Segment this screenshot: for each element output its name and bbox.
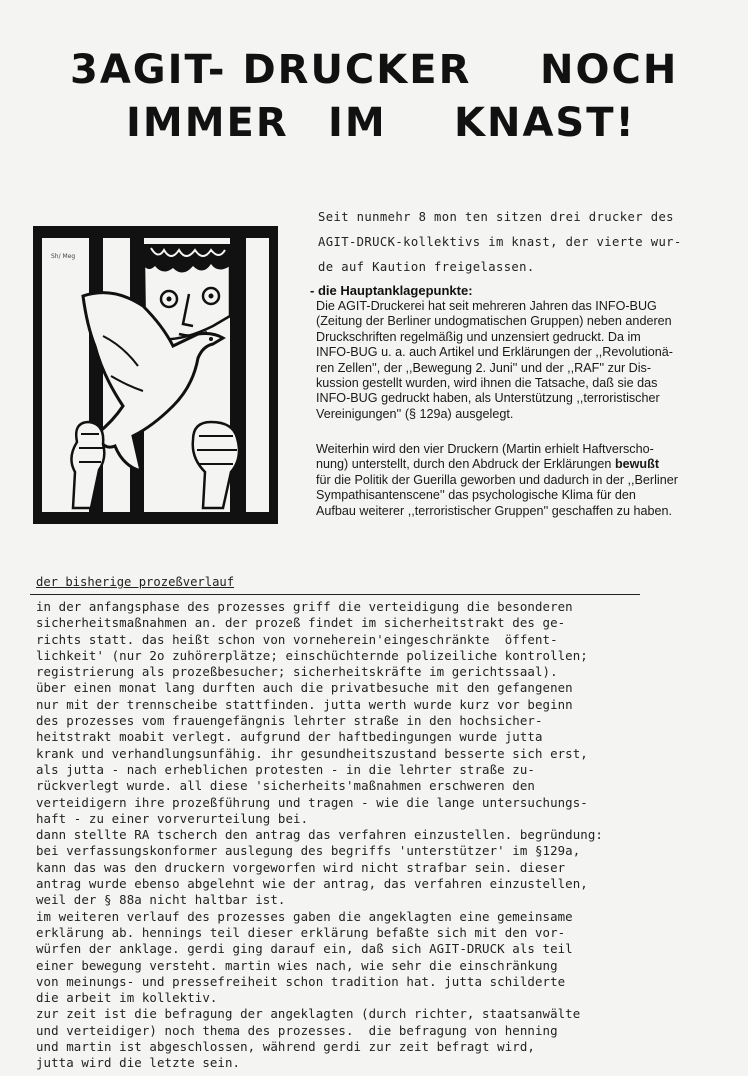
body-line: des prozesses vom frauengefängnis lehrter straße in den hochsicher- — [36, 713, 543, 729]
section-title: der bisherige prozeßverlauf — [36, 575, 235, 589]
body-text — [36, 599, 603, 1072]
body-line: verteidigern ihre prozeßführung und tragen - wie die lange untersuchungs- — [36, 794, 588, 810]
body-line: antrag wurde ebenso abgelehnt wie der antrag, das verfahren einzustellen, — [36, 876, 588, 892]
body-line: die arbeit im kollektiv. — [36, 990, 218, 1006]
body-line: jutta wird die letzte sein. — [36, 1055, 241, 1071]
headline-word: IM — [328, 100, 387, 146]
section-divider — [30, 594, 640, 595]
further-text: Weiterhin wird den vier Druckern (Martin erhielt Haftverscho- nung) unterstellt, durch den Abdruck der Erklärungen — [316, 442, 654, 472]
body-line: heitstrakt moabit verlegt. aufgrund der haftbedingungen wurde jutta — [36, 729, 543, 745]
charges-line: Die AGIT-Druckerei hat seit mehreren Jahren das INFO-BUG — [316, 299, 657, 313]
charges-line: INFO-BUG gedruckt haben, als Unterstützung ,,terroristischer — [316, 391, 660, 406]
charges-line: kussion gestellt wurden, wird ihnen die Tatsache, daß sie das — [316, 376, 658, 391]
body-line: dann stellte RA tscherch den antrag das verfahren einzustellen. begründung: — [36, 827, 603, 843]
body-line: lichkeit' (nur 2o zuhörerplätze; einschüchternde polizeiliche kontrollen; — [36, 647, 588, 663]
intro-line: AGIT-DRUCK-kollektivs im knast, der vierte wur- — [318, 235, 682, 249]
body-line: von meinungs- und pressefreiheit schon tradition hat. jutta schilderte — [36, 973, 566, 989]
charges-line: INFO-BUG u. a. auch Artikel und Erklärungen der ,,Revolutionä- — [316, 345, 673, 360]
body-line: und martin ist abgeschlossen, während gerdi zur zeit befragt wird, — [36, 1039, 535, 1055]
body-line: rückverlegt wurde. all diese 'sicherheits'maßnahmen erschweren den — [36, 778, 535, 794]
body-line: sicherheitsmaßnahmen an. der prozeß findet im sicherheitstrakt des ge- — [36, 615, 566, 631]
body-line: über einen monat lang durften auch die privatbesuche mit den gefangenen — [36, 680, 573, 696]
further-paragraph — [316, 442, 678, 519]
headline-word: NOCH — [540, 47, 679, 93]
headline-word: IMMER — [126, 100, 289, 146]
body-line: nur mit der trennscheibe stattfinden. jutta werth wurde kurz vor beginn — [36, 696, 573, 712]
intro-paragraph — [318, 205, 682, 280]
body-line: zur zeit ist die befragung der angeklagten (durch richter, staatsanwälte — [36, 1006, 581, 1022]
illustration-signature: Sh/ Meg — [51, 253, 76, 260]
body-line: und verteidiger) noch thema des prozesses. die befragung von henning — [36, 1022, 558, 1038]
body-line: kann das was den druckern vorgeworfen wird nicht strafbar sein. dieser — [36, 859, 566, 875]
further-emphasis: bewußt — [614, 457, 660, 472]
intro-line: de auf Kaution freigelassen. — [318, 260, 535, 274]
headline-word: 3AGIT- DRUCKER — [70, 47, 472, 93]
charges-line: ren Zellen'', der ,,Bewegung 2. Juni'' und der ,,RAF'' zur Dis- — [316, 360, 652, 375]
dove-behind-prison-bars-icon — [33, 226, 278, 524]
body-line: krank und verhandlungsunfähig. ihr gesundheitszustand besserte sich erst, — [36, 745, 588, 761]
body-line: würfen der anklage. gerdi ging darauf ein, daß sich AGIT-DRUCK als teil — [36, 941, 573, 957]
intro-line: Seit nunmehr 8 mon ten sitzen drei drucker des — [318, 210, 674, 224]
body-line: erklärung ab. hennings teil dieser erklärung befaßte sich mit den vor- — [36, 924, 566, 940]
headline-word: KNAST! — [454, 100, 636, 146]
body-line: bei verfassungskonformer auslegung des begriffs 'unterstützer' im §129a, — [36, 843, 581, 859]
charges-paragraph — [316, 299, 673, 422]
charges-line: Vereinigungen'' (§ 129a) ausgelegt. — [316, 406, 514, 421]
body-line: einer bewegung versteht. martin wies nach, wie sehr die einschränkung — [36, 957, 558, 973]
charges-line: (Zeitung der Berliner undogmatischen Gruppen) neben anderen — [316, 314, 672, 329]
body-line: haft - zu einer vorverurteilung bei. — [36, 810, 309, 826]
body-line: weil der § 88a nicht haltbar ist. — [36, 892, 286, 908]
charges-heading: - die Hauptanklagepunkte: — [310, 283, 473, 298]
body-line: im weiteren verlauf des prozesses gaben die angeklagten eine gemeinsame — [36, 908, 573, 924]
body-line: registrierung als prozeßbesucher; sicherheitskräfte im gerichtssaal). — [36, 664, 558, 680]
further-text: für die Politik der Guerilla geworben und dadurch in der ,,Berliner Sympathisantenscene'' das psychologische Klima für den Aufbau weiterer ,,terroristischer Gruppen'' geschaffen zu haben. — [316, 472, 678, 518]
body-line: richts statt. das heißt schon von vorneherein'eingeschränkte öffent- — [36, 631, 558, 647]
charges-line: Druckschriften regelmäßig und unzensiert gedruckt. Da im — [316, 329, 641, 344]
body-line: in der anfangsphase des prozesses griff die verteidigung die besonderen — [36, 599, 573, 614]
body-line: als jutta - nach erheblichen protesten - in die lehrter straße zu- — [36, 761, 535, 777]
